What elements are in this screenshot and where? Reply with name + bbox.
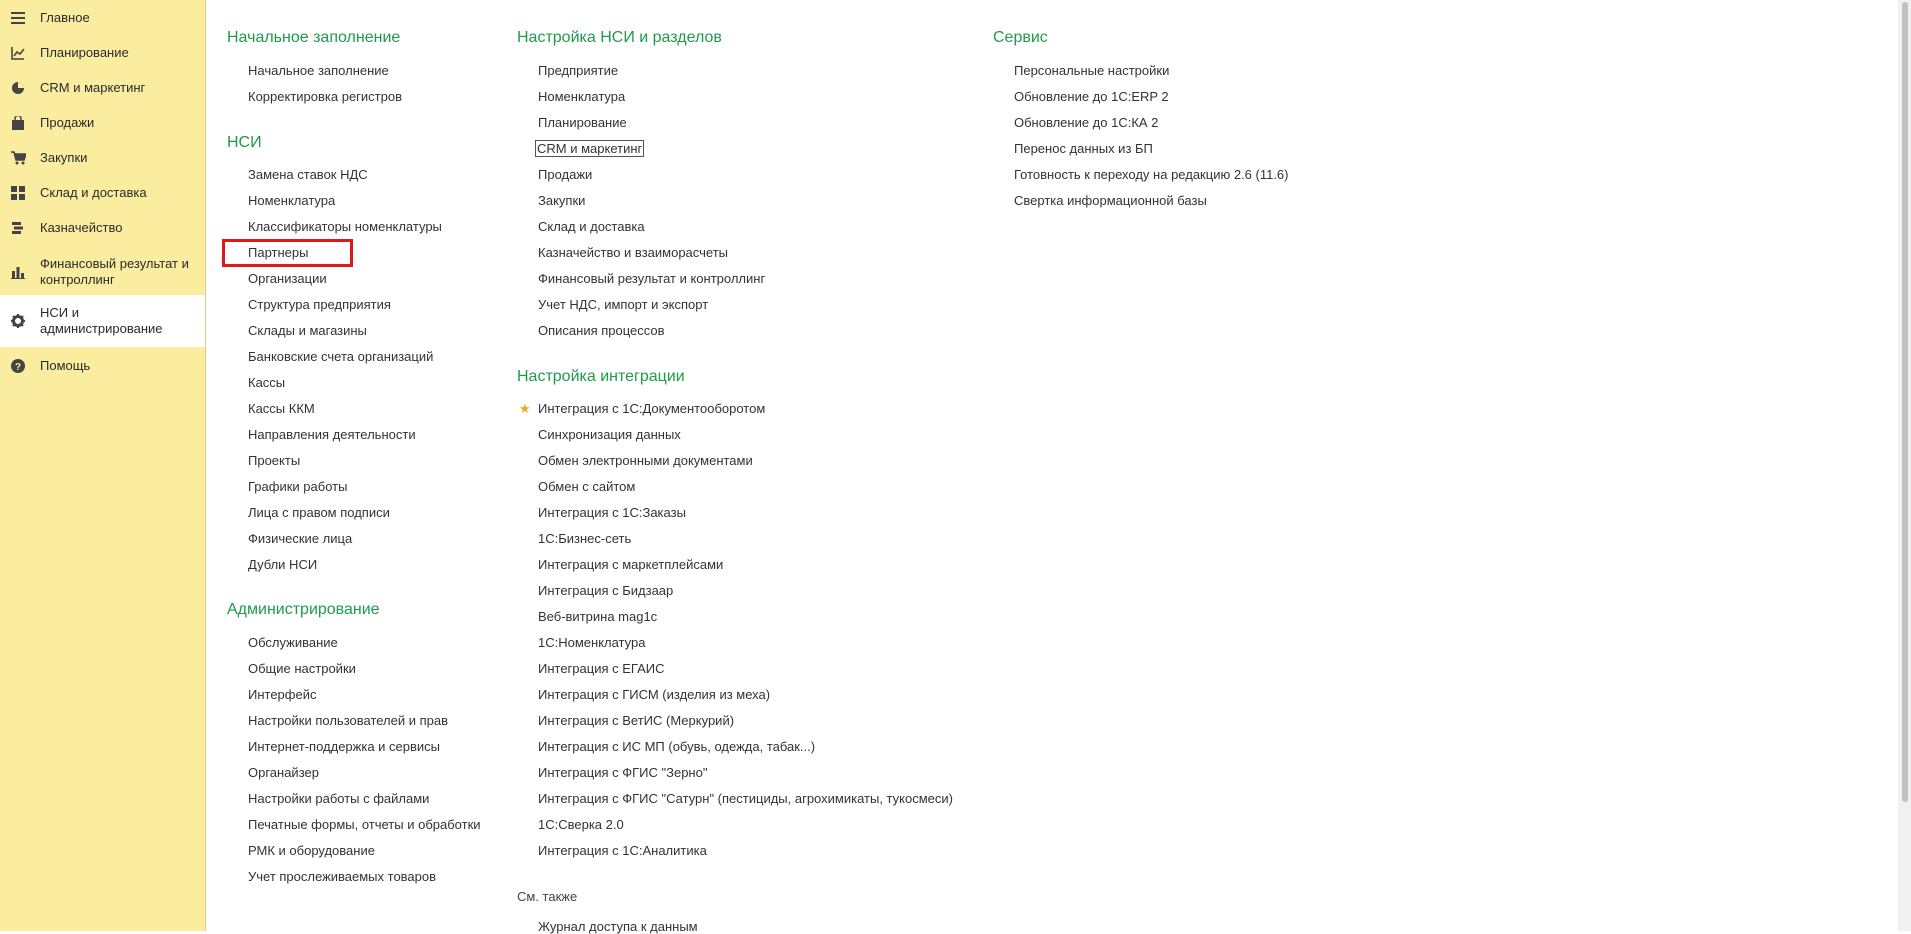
link-admin-item[interactable]: Учет прослеживаемых товаров — [248, 869, 437, 884]
link-settings-item[interactable]: Предприятие — [538, 63, 619, 78]
link-service-item[interactable]: Перенос данных из БП — [1014, 141, 1153, 156]
link-service-item[interactable]: Готовность к переходу на редакцию 2.6 (11.6) — [1014, 167, 1289, 182]
sidebar-item-warehouse[interactable] — [0, 184, 205, 202]
link-settings-item[interactable]: Учет НДС, импорт и экспорт — [538, 297, 709, 312]
link-integration-item[interactable]: Интеграция с 1С:Документооборотом — [538, 401, 766, 416]
link-settings-item[interactable]: Финансовый результат и контроллинг — [538, 271, 766, 286]
link-service-item[interactable]: Свертка информационной базы — [1014, 193, 1207, 208]
sidebar-item-planning[interactable] — [0, 44, 205, 62]
link-settings-item[interactable]: Казначейство и взаиморасчеты — [538, 245, 728, 260]
link-nsi-item[interactable]: Замена ставок НДС — [248, 167, 368, 182]
svg-text:?: ? — [14, 362, 22, 373]
link-service-item[interactable]: Обновление до 1С:КА 2 — [1014, 115, 1159, 130]
bar-chart-icon — [10, 264, 26, 280]
link-nsi-item[interactable]: Лица с правом подписи — [248, 505, 390, 520]
link-admin-item[interactable]: Настройки работы с файлами — [248, 791, 430, 806]
sidebar-item-main[interactable] — [0, 9, 205, 27]
section-title-admin: Администрирование — [227, 601, 380, 618]
link-service-item[interactable]: Обновление до 1С:ERP 2 — [1014, 89, 1169, 104]
star-icon[interactable]: ★ — [519, 401, 531, 416]
link-nsi-item[interactable]: Дубли НСИ — [248, 557, 318, 572]
link-initial-fill[interactable]: Начальное заполнение — [248, 63, 389, 78]
link-integration-item[interactable]: Синхронизация данных — [538, 427, 681, 442]
sidebar-item-nsi-admin[interactable] — [0, 295, 205, 347]
link-settings-item[interactable]: Описания процессов — [538, 323, 665, 338]
coins-icon — [10, 220, 26, 236]
sidebar — [0, 0, 206, 931]
link-nsi-item[interactable]: Кассы ККМ — [248, 401, 315, 416]
link-integration-item[interactable]: Интеграция с ВетИС (Меркурий) — [538, 713, 735, 728]
sidebar-item-purchases[interactable] — [0, 149, 205, 167]
link-admin-item[interactable]: Печатные формы, отчеты и обработки — [248, 817, 481, 832]
link-integration-item[interactable]: Интеграция с 1С:Заказы — [538, 505, 686, 520]
link-integration-item[interactable]: Интеграция с ФГИС "Зерно" — [538, 765, 708, 780]
link-nsi-item[interactable]: Графики работы — [248, 479, 348, 494]
sidebar-item-label: Помощь — [40, 358, 91, 373]
sidebar-item-label: Главное — [40, 10, 90, 25]
sidebar-item-label: Склад и доставка — [40, 185, 147, 200]
link-settings-item[interactable]: Номенклатура — [538, 89, 626, 104]
section-title-initial: Начальное заполнение — [227, 29, 401, 46]
section-title-nsi: НСИ — [227, 134, 262, 151]
scrollbar-thumb[interactable] — [1902, 2, 1908, 802]
link-integration-item[interactable]: 1С:Бизнес-сеть — [538, 531, 632, 546]
link-nsi-item[interactable]: Физические лица — [248, 531, 353, 546]
link-settings-item[interactable]: Закупки — [538, 193, 586, 208]
link-integration-item[interactable]: Обмен с сайтом — [538, 479, 636, 494]
sidebar-item-treasury[interactable] — [0, 219, 205, 237]
link-integration-item[interactable]: Интеграция с маркетплейсами — [538, 557, 724, 572]
link-settings-item[interactable]: Склад и доставка — [538, 219, 645, 234]
link-admin-item[interactable]: Обслуживание — [248, 635, 338, 650]
section-title-integration: Настройка интеграции — [517, 368, 685, 385]
link-nsi-item[interactable]: Классификаторы номенклатуры — [248, 219, 442, 234]
link-settings-item[interactable]: Планирование — [538, 115, 627, 130]
sidebar-item-label: Казначейство — [40, 220, 123, 235]
link-service-item[interactable]: Персональные настройки — [1014, 63, 1170, 78]
link-nsi-item[interactable]: Проекты — [248, 453, 301, 468]
sidebar-item-label: Финансовый результат и контроллинг — [40, 256, 189, 287]
link-settings-crm[interactable]: CRM и маркетинг — [537, 141, 643, 156]
link-nsi-item[interactable]: Организации — [248, 271, 327, 286]
gear-icon — [10, 313, 26, 329]
sidebar-item-label: НСИ и администрирование — [40, 305, 163, 336]
sidebar-item-label: Закупки — [40, 150, 88, 165]
sidebar-item-crm[interactable] — [0, 79, 205, 97]
link-admin-item[interactable]: Настройки пользователей и прав — [248, 713, 449, 728]
link-integration-item[interactable]: Обмен электронными документами — [538, 453, 753, 468]
planning-icon — [10, 45, 26, 61]
sidebar-item-label: Продажи — [40, 115, 95, 130]
sidebar-item-finance[interactable] — [0, 256, 205, 288]
link-nsi-item[interactable]: Номенклатура — [248, 193, 336, 208]
main-content — [206, 0, 1911, 934]
warehouse-icon — [10, 185, 26, 201]
link-partners[interactable]: Партнеры — [248, 245, 309, 260]
bag-icon — [10, 115, 26, 131]
sidebar-item-label: Планирование — [40, 45, 129, 60]
menu-icon — [10, 10, 26, 26]
link-nsi-item[interactable]: Банковские счета организаций — [248, 349, 434, 364]
link-nsi-item[interactable]: Склады и магазины — [248, 323, 367, 338]
section-title-service: Сервис — [993, 29, 1048, 46]
help-icon — [10, 358, 26, 374]
link-admin-item[interactable]: Интерфейс — [248, 687, 317, 702]
link-nsi-item[interactable]: Кассы — [248, 375, 286, 390]
link-admin-item[interactable]: РМК и оборудование — [248, 843, 375, 858]
vertical-scrollbar[interactable] — [1898, 0, 1911, 931]
link-integration-item[interactable]: Интеграция с ГИСМ (изделия из меха) — [538, 687, 771, 702]
link-integration-item[interactable]: Интеграция с ИС МП (обувь, одежда, табак...) — [538, 739, 816, 754]
link-integration-item[interactable]: Интеграция с ФГИС "Сатурн" (пестициды, агрохимикаты, тукосмеси) — [538, 791, 953, 806]
link-admin-item[interactable]: Общие настройки — [248, 661, 356, 676]
link-integration-item[interactable]: Веб-витрина mag1c — [538, 609, 658, 624]
link-settings-item[interactable]: Продажи — [538, 167, 593, 182]
section-title-settings: Настройка НСИ и разделов — [517, 29, 722, 46]
pie-chart-icon — [10, 80, 26, 96]
cart-icon — [10, 150, 26, 166]
link-admin-item[interactable]: Интернет-поддержка и сервисы — [248, 739, 441, 754]
link-integration-item[interactable]: Интеграция с Бидзаар — [538, 583, 674, 598]
link-admin-item[interactable]: Органайзер — [248, 765, 319, 780]
link-integration-item[interactable]: 1С:Номенклатура — [538, 635, 646, 650]
sidebar-item-label: CRM и маркетинг — [40, 80, 146, 95]
link-integration-item[interactable]: Интеграция с 1С:Аналитика — [538, 843, 707, 858]
link-register-correction[interactable]: Корректировка регистров — [248, 89, 403, 104]
see-also-label: См. также — [517, 889, 578, 904]
link-integration-item[interactable]: Интеграция с ЕГАИС — [538, 661, 665, 676]
link-access-log[interactable]: Журнал доступа к данным — [538, 919, 698, 934]
sidebar-item-sales[interactable] — [0, 114, 205, 132]
sidebar-item-help[interactable] — [0, 357, 205, 375]
link-nsi-item[interactable]: Структура предприятия — [248, 297, 391, 312]
link-nsi-item[interactable]: Направления деятельности — [248, 427, 416, 442]
link-integration-item[interactable]: 1С:Сверка 2.0 — [538, 817, 624, 832]
